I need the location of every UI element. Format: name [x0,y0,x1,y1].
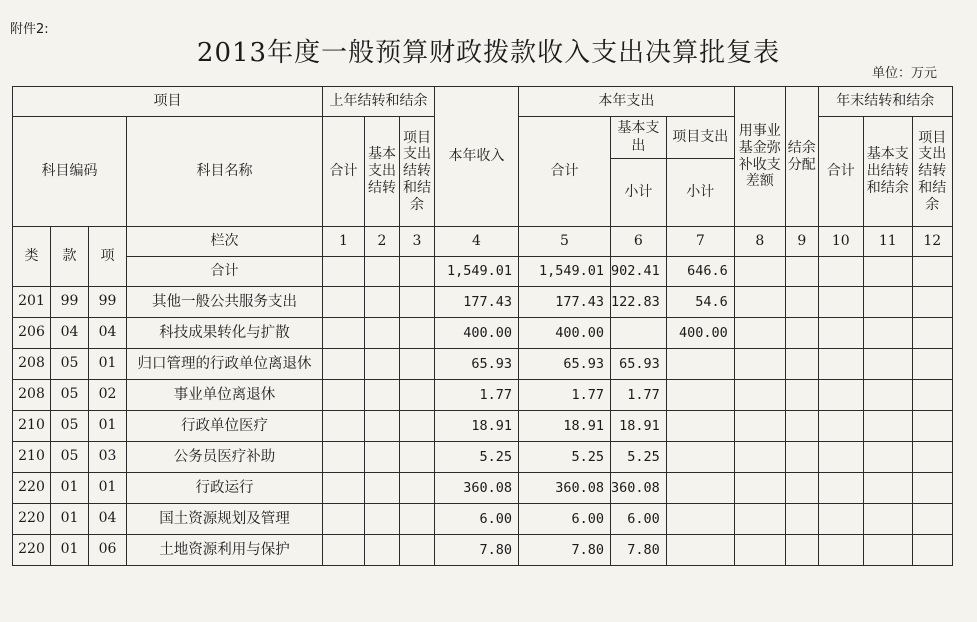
header-end-balance: 年末结转和结余 [818,87,952,117]
cell-xiang: 99 [89,287,127,318]
cell-fund-compensate [734,349,785,380]
total-row [13,257,953,287]
header-fund-compensate: 用事业基金弥补收支差额 [734,87,785,227]
cell-xiang: 01 [89,349,127,380]
cell-kuan: 01 [51,535,89,566]
cell-prev-total [323,380,365,411]
cell-exp-basic: 6.00 [611,504,667,535]
cell-xiang: 06 [89,535,127,566]
cell-balance-dist [785,473,818,504]
cell-end-total [818,318,863,349]
cell-exp-basic: 65.93 [611,349,667,380]
cell-balance-dist [785,504,818,535]
cell-prev-project [400,287,435,318]
cell-name: 公务员医疗补助 [127,442,323,473]
cell-name: 行政单位医疗 [127,411,323,442]
cell-xiang: 03 [89,442,127,473]
header-exp-basic: 基本支出 [611,117,667,159]
cell-prev-total [323,504,365,535]
cell-prev-project [400,349,435,380]
cell-prev-basic [365,380,400,411]
cell-end-basic [863,287,912,318]
cell-prev-project [400,535,435,566]
col-num: 4 [435,227,519,257]
cell-end-basic [863,442,912,473]
cell-balance-dist [785,287,818,318]
cell-xiang: 01 [89,473,127,504]
cell-end-basic [863,411,912,442]
total-income: 1,549.01 [435,257,519,287]
cell-kuan: 05 [51,349,89,380]
col-num: 5 [519,227,611,257]
table-row [13,504,953,535]
cell-exp-basic: 18.91 [611,411,667,442]
cell-exp-total: 65.93 [519,349,611,380]
cell-exp-project [666,349,734,380]
header-prev-total: 合计 [323,117,365,227]
header-kuan: 款 [51,227,89,287]
cell-balance-dist [785,411,818,442]
cell-xiang: 04 [89,504,127,535]
cell-income: 177.43 [435,287,519,318]
header-xiang: 项 [89,227,127,287]
table-body [13,287,953,566]
col-num: 12 [912,227,952,257]
cell-exp-total: 6.00 [519,504,611,535]
cell-income: 7.80 [435,535,519,566]
header-balance-dist: 结余分配 [785,87,818,227]
table-row [13,287,953,318]
col-num: 9 [785,227,818,257]
cell-end-basic [863,380,912,411]
cell-end-basic [863,349,912,380]
cell-exp-project [666,473,734,504]
col-num: 1 [323,227,365,257]
header-end-project: 项目支出结转和结余 [912,117,952,227]
cell-name: 归口管理的行政单位离退休 [127,349,323,380]
cell-class: 201 [13,287,51,318]
cell-prev-basic [365,349,400,380]
cell-end-total [818,380,863,411]
cell-fund-compensate [734,380,785,411]
header-subtotal-basic: 小计 [611,159,667,227]
cell-class: 208 [13,349,51,380]
cell-class: 208 [13,380,51,411]
header-item: 项目 [13,87,323,117]
cell-end-total [818,504,863,535]
col-num: 7 [666,227,734,257]
cell-exp-total: 400.00 [519,318,611,349]
header-exp-total: 合计 [519,117,611,227]
cell-name: 国土资源规划及管理 [127,504,323,535]
cell-fund-compensate [734,411,785,442]
cell-fund-compensate [734,473,785,504]
cell-exp-total: 18.91 [519,411,611,442]
cell-end-project [912,442,952,473]
cell-name: 科技成果转化与扩散 [127,318,323,349]
cell-class: 220 [13,504,51,535]
col-num: 3 [400,227,435,257]
total-label: 合计 [127,257,323,287]
cell-end-total [818,287,863,318]
header-row-index: 栏次 [127,227,323,257]
cell-fund-compensate [734,504,785,535]
cell-prev-total [323,287,365,318]
cell-end-total [818,442,863,473]
table-header [13,87,953,287]
table-row [13,473,953,504]
cell-end-project [912,318,952,349]
header-end-total: 合计 [818,117,863,227]
header-subject-code: 科目编码 [13,117,127,227]
cell-exp-total: 1.77 [519,380,611,411]
cell-prev-basic [365,411,400,442]
cell-fund-compensate [734,287,785,318]
cell-fund-compensate [734,442,785,473]
table-row [13,349,953,380]
cell-exp-project [666,504,734,535]
cell-balance-dist [785,318,818,349]
cell-prev-basic [365,442,400,473]
cell-prev-total [323,442,365,473]
cell-balance-dist [785,380,818,411]
cell-exp-project [666,535,734,566]
cell-end-project [912,349,952,380]
cell-xiang: 04 [89,318,127,349]
cell-income: 6.00 [435,504,519,535]
col-num: 2 [365,227,400,257]
total-project: 646.6 [666,257,734,287]
total-basic: 902.41 [611,257,667,287]
header-exp-project: 项目支出 [666,117,734,159]
cell-kuan: 05 [51,442,89,473]
cell-end-project [912,411,952,442]
cell-kuan: 05 [51,380,89,411]
cell-exp-total: 360.08 [519,473,611,504]
unit-label: 单位：万元 [872,66,938,81]
cell-income: 65.93 [435,349,519,380]
cell-prev-project [400,411,435,442]
cell-kuan: 01 [51,504,89,535]
cell-prev-total [323,318,365,349]
cell-prev-total [323,473,365,504]
cell-end-project [912,473,952,504]
cell-income: 18.91 [435,411,519,442]
cell-prev-project [400,473,435,504]
cell-kuan: 99 [51,287,89,318]
cell-kuan: 01 [51,473,89,504]
cell-end-basic [863,318,912,349]
cell-fund-compensate [734,535,785,566]
cell-prev-total [323,411,365,442]
table-row [13,318,953,349]
cell-prev-project [400,504,435,535]
cell-exp-project [666,380,734,411]
cell-name: 行政运行 [127,473,323,504]
total-exp-total: 1,549.01 [519,257,611,287]
cell-income: 5.25 [435,442,519,473]
cell-prev-total [323,349,365,380]
cell-exp-project [666,442,734,473]
table-row [13,535,953,566]
page-title: 2013年度一般预算财政拨款收入支出决算批复表 [196,38,781,68]
cell-name: 其他一般公共服务支出 [127,287,323,318]
cell-exp-project [666,411,734,442]
cell-kuan: 04 [51,318,89,349]
cell-prev-basic [365,473,400,504]
cell-name: 土地资源利用与保护 [127,535,323,566]
cell-xiang: 01 [89,411,127,442]
cell-exp-basic [611,318,667,349]
cell-prev-total [323,535,365,566]
table-row [13,411,953,442]
cell-income: 400.00 [435,318,519,349]
cell-end-project [912,287,952,318]
cell-prev-basic [365,535,400,566]
col-num: 11 [863,227,912,257]
cell-balance-dist [785,535,818,566]
cell-prev-basic [365,287,400,318]
cell-end-basic [863,535,912,566]
cell-kuan: 05 [51,411,89,442]
cell-end-total [818,473,863,504]
header-subject-name: 科目名称 [127,117,323,227]
col-num: 8 [734,227,785,257]
budget-table [12,86,953,566]
table-row [13,442,953,473]
cell-class: 206 [13,318,51,349]
cell-end-total [818,535,863,566]
header-expend: 本年支出 [519,87,735,117]
cell-prev-project [400,380,435,411]
cell-balance-dist [785,442,818,473]
cell-exp-basic: 1.77 [611,380,667,411]
cell-prev-basic [365,318,400,349]
cell-exp-project: 400.00 [666,318,734,349]
header-prev-balance: 上年结转和结余 [323,87,435,117]
cell-end-total [818,349,863,380]
cell-exp-basic: 7.80 [611,535,667,566]
cell-exp-basic: 5.25 [611,442,667,473]
cell-income: 360.08 [435,473,519,504]
table-row [13,380,953,411]
cell-class: 210 [13,442,51,473]
cell-exp-total: 7.80 [519,535,611,566]
cell-class: 210 [13,411,51,442]
cell-end-basic [863,473,912,504]
cell-income: 1.77 [435,380,519,411]
cell-end-basic [863,504,912,535]
col-num: 10 [818,227,863,257]
cell-balance-dist [785,349,818,380]
cell-class: 220 [13,473,51,504]
cell-exp-total: 177.43 [519,287,611,318]
cell-prev-project [400,318,435,349]
col-num: 6 [611,227,667,257]
cell-prev-basic [365,504,400,535]
cell-end-project [912,380,952,411]
header-prev-project: 项目支出结转和结余 [400,117,435,227]
cell-exp-total: 5.25 [519,442,611,473]
cell-end-total [818,411,863,442]
cell-fund-compensate [734,318,785,349]
attachment-label: 附件2: [10,22,49,37]
cell-xiang: 02 [89,380,127,411]
cell-prev-project [400,442,435,473]
cell-exp-basic: 360.08 [611,473,667,504]
cell-name: 事业单位离退休 [127,380,323,411]
header-prev-basic: 基本支出结转 [365,117,400,227]
cell-end-project [912,504,952,535]
cell-exp-project: 54.6 [666,287,734,318]
header-class: 类 [13,227,51,287]
cell-exp-basic: 122.83 [611,287,667,318]
cell-class: 220 [13,535,51,566]
cell-end-project [912,535,952,566]
header-income: 本年收入 [435,87,519,227]
header-subtotal-project: 小计 [666,159,734,227]
header-end-basic: 基本支出结转和结余 [863,117,912,227]
